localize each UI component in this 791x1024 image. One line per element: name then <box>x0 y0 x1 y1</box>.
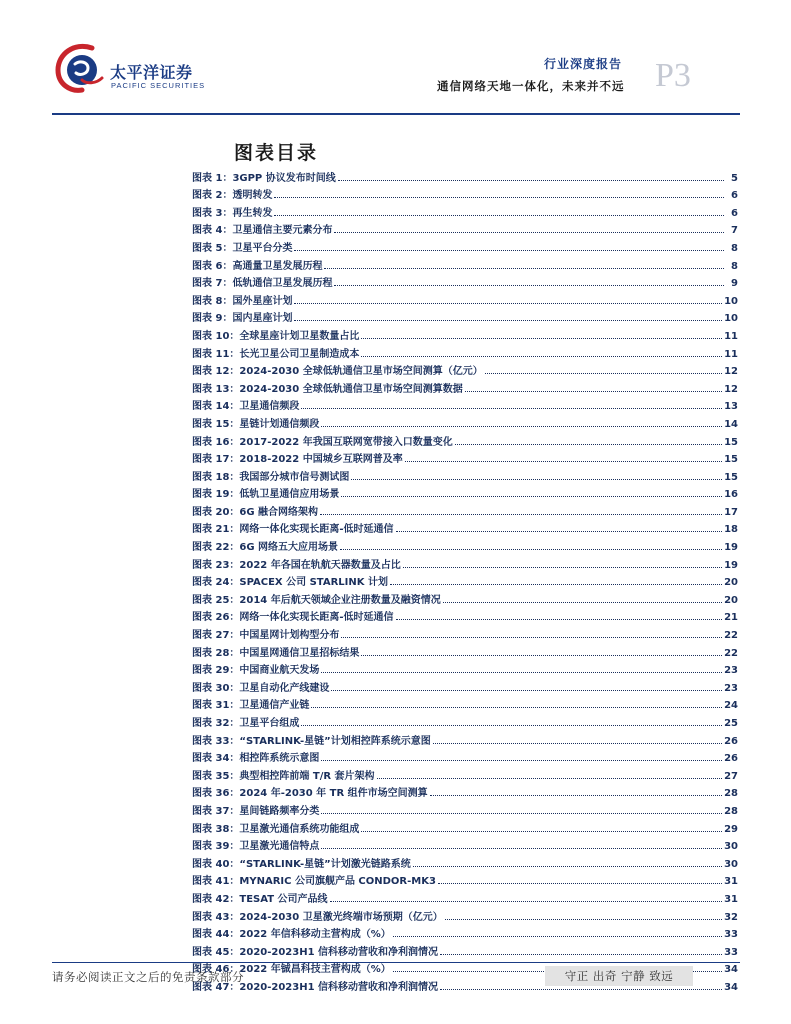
toc-leader-dots <box>445 918 722 920</box>
toc-entry-page: 24 <box>724 700 738 712</box>
toc-leader-dots <box>361 337 722 339</box>
toc-leader-dots <box>334 284 724 286</box>
toc-leader-dots <box>403 566 722 568</box>
toc-entry-label: 图表 24：SPACEX 公司 STARLINK 计划 <box>192 577 388 589</box>
toc-entry-label: 图表 42：TESAT 公司产品线 <box>192 893 328 905</box>
toc-leader-dots <box>433 742 722 744</box>
toc-leader-dots <box>377 777 723 779</box>
toc-entry-page: 6 <box>731 190 738 202</box>
toc-leader-dots <box>485 372 722 374</box>
toc-entry-page: 30 <box>724 858 738 870</box>
toc-entry-page: 15 <box>724 454 738 466</box>
toc-entry[interactable] <box>192 272 738 290</box>
toc-entry-page: 5 <box>731 172 738 184</box>
toc-entry[interactable] <box>192 729 738 747</box>
toc-leader-dots <box>340 548 722 550</box>
toc-leader-dots <box>438 882 722 884</box>
toc-entry[interactable] <box>192 236 738 254</box>
toc-leader-dots <box>334 231 724 233</box>
toc-entry[interactable] <box>192 940 738 958</box>
toc-entry-label: 图表 39：卫星激光通信特点 <box>192 841 320 853</box>
toc-entry-label: 图表 28：中国星网通信卫星招标结果 <box>192 647 360 659</box>
toc-entry[interactable] <box>192 694 738 712</box>
toc-entry-page: 22 <box>724 630 738 642</box>
toc-leader-dots <box>331 689 722 691</box>
toc-entry-page: 23 <box>724 682 738 694</box>
toc-entry-label: 图表 36：2024 年-2030 年 TR 组件市场空间测算 <box>192 788 428 800</box>
toc-entry-label: 图表 3：再生转发 <box>192 207 273 219</box>
toc-entry[interactable] <box>192 377 738 395</box>
toc-entry-label: 图表 16：2017-2022 年我国互联网宽带接入口数量变化 <box>192 436 453 448</box>
brand-name-cn: 太平洋证券 <box>110 63 193 82</box>
toc-entry[interactable] <box>192 887 738 905</box>
toc-entry-label: 图表 17：2018-2022 中国城乡互联网普及率 <box>192 454 403 466</box>
toc-entry[interactable] <box>192 219 738 237</box>
toc-leader-dots <box>324 267 724 269</box>
toc-entry-label: 图表 44：2022 年信科移动主营构成（%） <box>192 929 391 941</box>
toc-entry-label: 图表 37：星间链路频率分类 <box>192 805 320 817</box>
disclaimer-text: 请务必阅读正文之后的免责条款部分 <box>52 970 244 984</box>
toc-entry-label: 图表 7：低轨通信卫星发展历程 <box>192 278 333 290</box>
toc-entry-label: 图表 43：2024-2030 卫星激光终端市场预期（亿元） <box>192 911 443 923</box>
toc-leader-dots <box>390 583 722 585</box>
toc-entry-page: 20 <box>724 594 738 606</box>
toc-entry-page: 26 <box>724 735 738 747</box>
toc-entry-page: 26 <box>724 753 738 765</box>
toc-leader-dots <box>396 530 723 532</box>
toc-entry[interactable] <box>192 254 738 272</box>
toc-entry-label: 图表 22：6G 网络五大应用场景 <box>192 542 339 554</box>
header-divider <box>52 113 740 115</box>
toc-entry-label: 图表 14：卫星通信频段 <box>192 401 300 413</box>
toc-leader-dots <box>274 196 724 198</box>
toc-entry[interactable] <box>192 659 738 677</box>
toc-leader-dots <box>361 830 722 832</box>
toc-entry-label: 图表 5：卫星平台分类 <box>192 242 293 254</box>
toc-leader-dots <box>330 900 723 902</box>
toc-entry-label: 图表 33：“STARLINK-星链”计划相控阵系统示意图 <box>192 735 431 747</box>
toc-entry-page: 22 <box>724 647 738 659</box>
toc-entry-label: 图表 31：卫星通信产业链 <box>192 700 310 712</box>
toc-entry[interactable] <box>192 395 738 413</box>
toc-entry[interactable] <box>192 448 738 466</box>
toc-leader-dots <box>465 390 722 392</box>
toc-entry-label: 图表 12：2024-2030 全球低轨通信卫星市场空间测算（亿元） <box>192 366 483 378</box>
toc-entry-label: 图表 2：透明转发 <box>192 190 273 202</box>
toc-entry-page: 10 <box>724 295 738 307</box>
toc-entry[interactable] <box>192 535 738 553</box>
toc-entry-page: 12 <box>724 383 738 395</box>
toc-entry-page: 17 <box>724 506 738 518</box>
report-title: 通信网络天地一体化，未来并不远 <box>437 79 625 93</box>
toc-entry-label: 图表 10：全球星座计划卫星数量占比 <box>192 330 360 342</box>
toc-entry[interactable] <box>192 412 738 430</box>
toc-entry-label: 图表 21：网络一体化实现长距离-低时延通信 <box>192 524 394 536</box>
page-header <box>0 0 791 118</box>
toc-entry[interactable] <box>192 184 738 202</box>
toc-entry-label: 图表 8：国外星座计划 <box>192 295 293 307</box>
toc-leader-dots <box>341 495 722 497</box>
toc-leader-dots <box>338 179 724 181</box>
toc-entry-label: 图表 4：卫星通信主要元素分布 <box>192 225 333 237</box>
toc-entry[interactable] <box>192 799 738 817</box>
toc-entry[interactable] <box>192 782 738 800</box>
toc-entry-page: 6 <box>731 207 738 219</box>
toc-entry-page: 9 <box>731 278 738 290</box>
toc-leader-dots <box>321 759 722 761</box>
toc-entry[interactable] <box>192 623 738 641</box>
toc-entry[interactable] <box>192 852 738 870</box>
toc-entry-label: 图表 9：国内星座计划 <box>192 313 293 325</box>
toc-entry-label: 图表 40：“STARLINK-星链”计划激光链路系统 <box>192 858 411 870</box>
toc-entry[interactable] <box>192 676 738 694</box>
toc-leader-dots <box>405 460 722 462</box>
toc-title: 图表目录 <box>234 142 319 164</box>
toc-entry-page: 18 <box>724 524 738 536</box>
toc-entry-page: 32 <box>724 911 738 923</box>
toc-entry-page: 33 <box>724 929 738 941</box>
toc-entry[interactable] <box>192 483 738 501</box>
toc-leader-dots <box>274 214 724 216</box>
toc-entry-page: 28 <box>724 788 738 800</box>
toc-entry[interactable] <box>192 870 738 888</box>
toc-entry[interactable] <box>192 465 738 483</box>
toc-entry[interactable] <box>192 324 738 342</box>
toc-entry-label: 图表 47：2020-2023H1 信科移动营收和净利润情况 <box>192 981 439 993</box>
toc-entry-label: 图表 34：相控阵系统示意图 <box>192 753 320 765</box>
toc-entry-label: 图表 18：我国部分城市信号测试图 <box>192 471 350 483</box>
toc-leader-dots <box>321 671 722 673</box>
toc-leader-dots <box>321 812 722 814</box>
pacific-securities-logo-icon <box>52 40 110 94</box>
page-number-label: P3 <box>655 57 691 94</box>
toc-entry-label: 图表 27：中国星网计划构型分布 <box>192 630 340 642</box>
toc-entry-label: 图表 20：6G 融合网络架构 <box>192 506 319 518</box>
toc-entry-page: 33 <box>724 946 738 958</box>
toc-leader-dots <box>443 601 722 603</box>
toc-entry-page: 31 <box>724 876 738 888</box>
toc-entry-label: 图表 46：2022 年铖昌科技主营构成（%） <box>192 964 391 976</box>
toc-leader-dots <box>294 302 722 304</box>
toc-entry-label: 图表 38：卫星激光通信系统功能组成 <box>192 823 360 835</box>
toc-entry-label: 图表 23：2022 年各国在轨航天器数量及占比 <box>192 559 401 571</box>
toc-entry-page: 12 <box>724 366 738 378</box>
toc-leader-dots <box>311 706 722 708</box>
toc-leader-dots <box>294 319 722 321</box>
toc-entry-page: 19 <box>724 542 738 554</box>
toc-leader-dots <box>455 443 722 445</box>
toc-entry-page: 29 <box>724 823 738 835</box>
toc-entry[interactable] <box>192 342 738 360</box>
toc-entry[interactable] <box>192 606 738 624</box>
toc-entry-label: 图表 30：卫星自动化产线建设 <box>192 682 330 694</box>
toc-entry-page: 27 <box>724 770 738 782</box>
toc-entry-page: 10 <box>724 313 738 325</box>
toc-entry[interactable] <box>192 307 738 325</box>
toc-entry-page: 11 <box>724 330 738 342</box>
toc-entry-label: 图表 32：卫星平台组成 <box>192 718 300 729</box>
toc-leader-dots <box>396 618 723 620</box>
toc-entry-page: 28 <box>724 805 738 817</box>
toc-entry-label: 图表 35：典型相控阵前端 T/R 套片架构 <box>192 770 375 782</box>
toc-entry[interactable] <box>192 817 738 835</box>
toc-entry-label: 图表 15：星链计划通信频段 <box>192 418 320 430</box>
toc-entry-label: 图表 45：2020-2023H1 信科移动营收和净利润情况 <box>192 946 439 958</box>
toc-leader-dots <box>341 636 722 638</box>
toc-entry-label: 图表 29：中国商业航天发场 <box>192 665 320 677</box>
toc-entry-page: 8 <box>731 242 738 254</box>
toc-entry-label: 图表 19：低轨卫星通信应用场景 <box>192 489 340 501</box>
report-type: 行业深度报告 <box>544 57 623 71</box>
toc-leader-dots <box>351 478 722 480</box>
toc-entry-page: 14 <box>724 418 738 430</box>
toc-entry[interactable] <box>192 588 738 606</box>
toc-entry-label: 图表 1：3GPP 协议发布时间线 <box>192 172 336 184</box>
toc-entry[interactable] <box>192 518 738 536</box>
toc-entry-page: 15 <box>724 471 738 483</box>
toc-entry-page: 20 <box>724 577 738 589</box>
toc-entry-page: 23 <box>724 665 738 677</box>
brand-name-en: PACIFIC SECURITIES <box>111 81 206 90</box>
toc-leader-dots <box>440 953 722 955</box>
toc-entry[interactable] <box>192 553 738 571</box>
toc-entry-page: 11 <box>724 348 738 360</box>
toc-leader-dots <box>430 794 722 796</box>
toc-entry[interactable] <box>192 289 738 307</box>
toc-leader-dots <box>393 935 722 937</box>
toc-entry-page: 8 <box>731 260 738 272</box>
toc-entry[interactable] <box>192 711 738 729</box>
toc-entry[interactable] <box>192 835 738 853</box>
company-slogan: 守正 出奇 宁静 致远 <box>545 966 693 986</box>
toc-entry-page: 15 <box>724 436 738 448</box>
toc-entry-label: 图表 25：2014 年后航天领域企业注册数量及融资情况 <box>192 594 441 606</box>
toc-entry-label: 图表 11：长光卫星公司卫星制造成本 <box>192 348 360 360</box>
toc-entry-label: 图表 13：2024-2030 全球低轨通信卫星市场空间测算数据 <box>192 383 463 395</box>
toc-leader-dots <box>294 249 724 251</box>
toc-entry-label: 图表 26：网络一体化实现长距离-低时延通信 <box>192 612 394 624</box>
toc-entry[interactable] <box>192 571 738 589</box>
toc-entry[interactable] <box>192 166 738 184</box>
toc-entry-page: 13 <box>724 401 738 413</box>
toc-entry[interactable] <box>192 747 738 765</box>
toc-entry-page: 19 <box>724 559 738 571</box>
toc-leader-dots <box>301 724 722 726</box>
toc-entry[interactable] <box>192 641 738 659</box>
toc-leader-dots <box>301 407 722 409</box>
toc-leader-dots <box>321 425 722 427</box>
toc-entry-page: 7 <box>731 225 738 237</box>
toc-entry[interactable] <box>192 905 738 923</box>
toc-leader-dots <box>440 988 722 990</box>
toc-entry-page: 21 <box>724 612 738 624</box>
toc-entry-label: 图表 6：高通量卫星发展历程 <box>192 260 323 272</box>
toc-leader-dots <box>320 513 722 515</box>
toc-entry-page: 16 <box>724 489 738 501</box>
toc-entry-page: 25 <box>724 718 738 729</box>
toc-entry[interactable] <box>192 923 738 941</box>
toc-entry[interactable] <box>192 764 738 782</box>
toc-entry[interactable] <box>192 360 738 378</box>
toc-list <box>192 166 738 993</box>
toc-entry-page: 31 <box>724 893 738 905</box>
toc-entry[interactable] <box>192 430 738 448</box>
toc-entry-page: 34 <box>724 981 738 993</box>
toc-entry-page: 30 <box>724 841 738 853</box>
toc-leader-dots <box>361 654 722 656</box>
toc-entry-page: 34 <box>724 964 738 976</box>
footer-divider <box>52 962 740 963</box>
toc-leader-dots <box>321 847 722 849</box>
toc-entry[interactable] <box>192 500 738 518</box>
toc-entry-label: 图表 41：MYNARIC 公司旗舰产品 CONDOR-MK3 <box>192 876 436 888</box>
toc-leader-dots <box>361 355 722 357</box>
toc-entry[interactable] <box>192 201 738 219</box>
toc-leader-dots <box>413 865 722 867</box>
